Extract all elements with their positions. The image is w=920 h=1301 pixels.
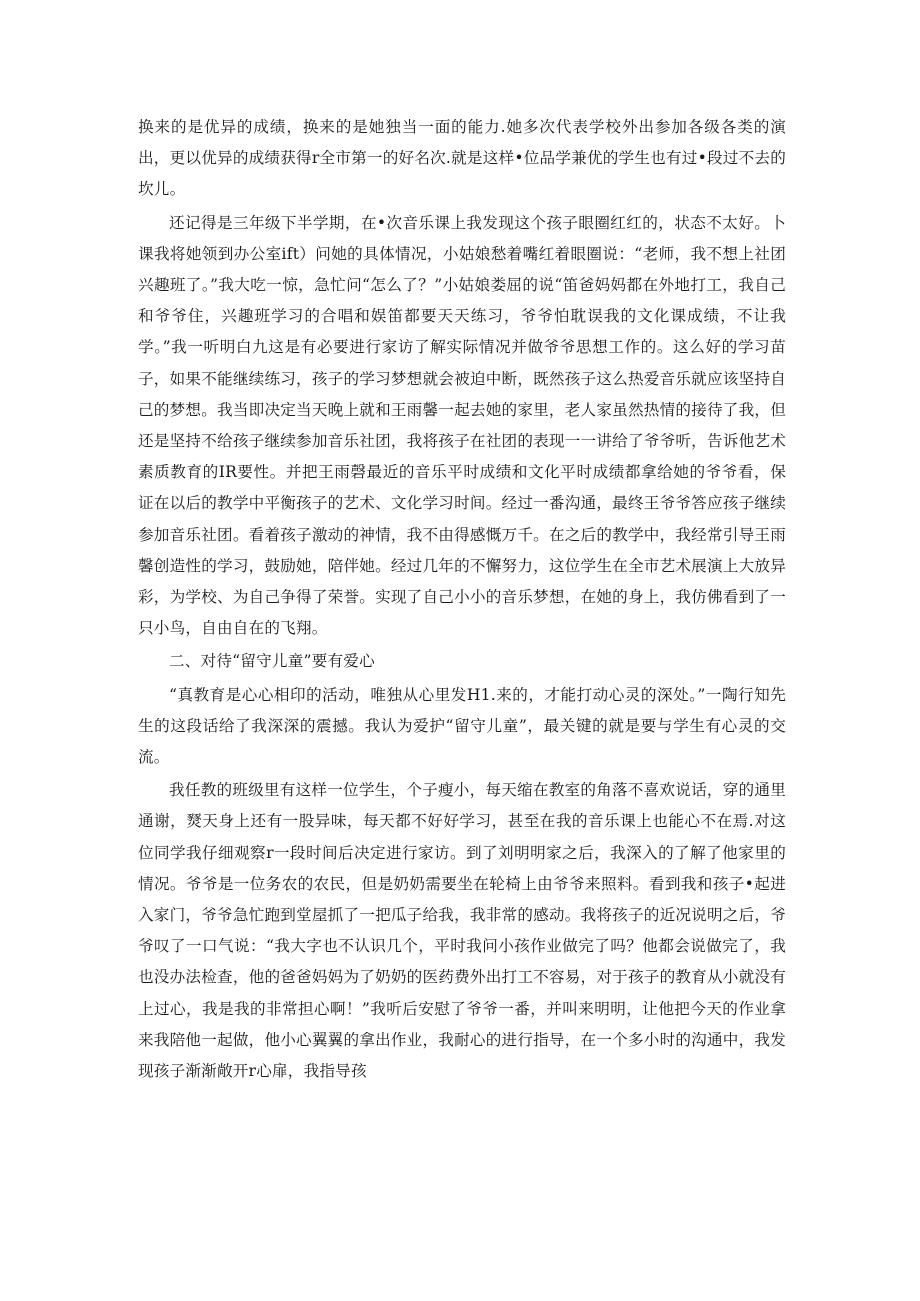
paragraph-4: 我任教的班级里有这样一位学生，个子瘦小，每天缩在教室的角落不喜欢说话，穿的通里通谢，燹天身上还有一股异味，每天都不好好学习，甚至在我的音乐课上也能心不在焉.对这位同学我仔细观察r一段时间后决定进行家访。到了刘明明家之后，我深入的了解了他家里的情况。爷爷是一位务农的农民，但是奶奶需要坐在轮椅上由爷爷来照料。看到我和孩子•起进入家门，爷爷急忙跑到堂屋抓了一把瓜子给我，我非常的感动。我将孩子的近况说明之后，爷爷叹了一口气说：“我大字也不认识几个，平时我问小孩作业做完了吗？他都会说做完了，我也没办法检查，他的爸爸妈妈为了奶奶的医药费外出打工不容易，对于孩子的教育从小就没有上过心，我是我的非常担心啊！”我听后安慰了爷爷一番，并叫来明明，让他把今天的作业拿来我陪他一起做，他小心翼翼的拿出作业，我耐心的进行指导，在一个多小时的沟通中，我发现孩子渐渐敞开r心扉，我指导孩 <box>138 781 786 1081</box>
paragraph-1: 换来的是优异的成绩，换来的是她独当一面的能力.她多次代表学校外出参加各级各类的演出，更以优异的成绩获得r全市第一的好名次.就是这样•位品学兼优的学生也有过•段过不去的坎儿。 <box>138 118 786 199</box>
section-heading-2: 二、对待“留守儿童”要有爱心 <box>169 652 375 671</box>
paragraph-2: 还记得是三年级下半学期，在•次音乐课上我发现这个孩子眼圈红红的，状态不太好。卜课我将她领到办公室ift）问她的具体情况，小姑娘愁着嘴红着眼圈说：“老师，我不想上社团兴趣班了。”我大吃一惊，急忙问“怎么了？”小姑娘娄屈的说“笛爸妈妈都在外地打工，我自己和爷爷住，兴趣班学习的合唱和娱笛都要天天练习，爷爷怕耽误我的文化课成绩，不让我学。”我一听明白九这是有必要进行家访了解实际情况并做爷爷思想工作的。这么好的学习苗子，如果不能继续练习，孩子的学习梦想就会被迫中断，既然孩子这么热爱音乐就应该坚持自己的梦想。我当即决定当天晚上就和王雨馨一起去她的家里，老人家虽然热情的接待了我，但还是坚持不给孩子继续参加音乐社团，我将孩子在社团的表现一一讲给了爷爷听，告诉他艺术素质教育的IR要性。并把王雨磬最近的音乐平时成绩和文化平时成绩都拿给她的爷爷看，保证在以后的教学中平衡孩子的艺术、文化学习时间。经过一番沟通，最终王爷爷答应孩子继续参加音乐社团。看着孩子激动的神情，我不由得感慨万千。在之后的教学中，我经常引导王雨馨创造性的学习，鼓励她，陪伴她。经过几年的不懈努力，这位学生在全市艺术展演上大放异彩，为学校、为自己争得了荣誉。实现了自己小小的音乐梦想，在她的身上，我仿佛看到了一只小鸟，自由自在的飞翔。 <box>138 213 786 638</box>
document-page <box>138 112 786 1087</box>
paragraph-3: “真教育是心心相印的活动，唯独从心里发H1.来的，才能打动心灵的深处。”一陶行知先生的这段话给了我深深的震撼。我认为爱护“留守儿童”，最关键的就是要与学生有心灵的交流。 <box>138 685 786 767</box>
